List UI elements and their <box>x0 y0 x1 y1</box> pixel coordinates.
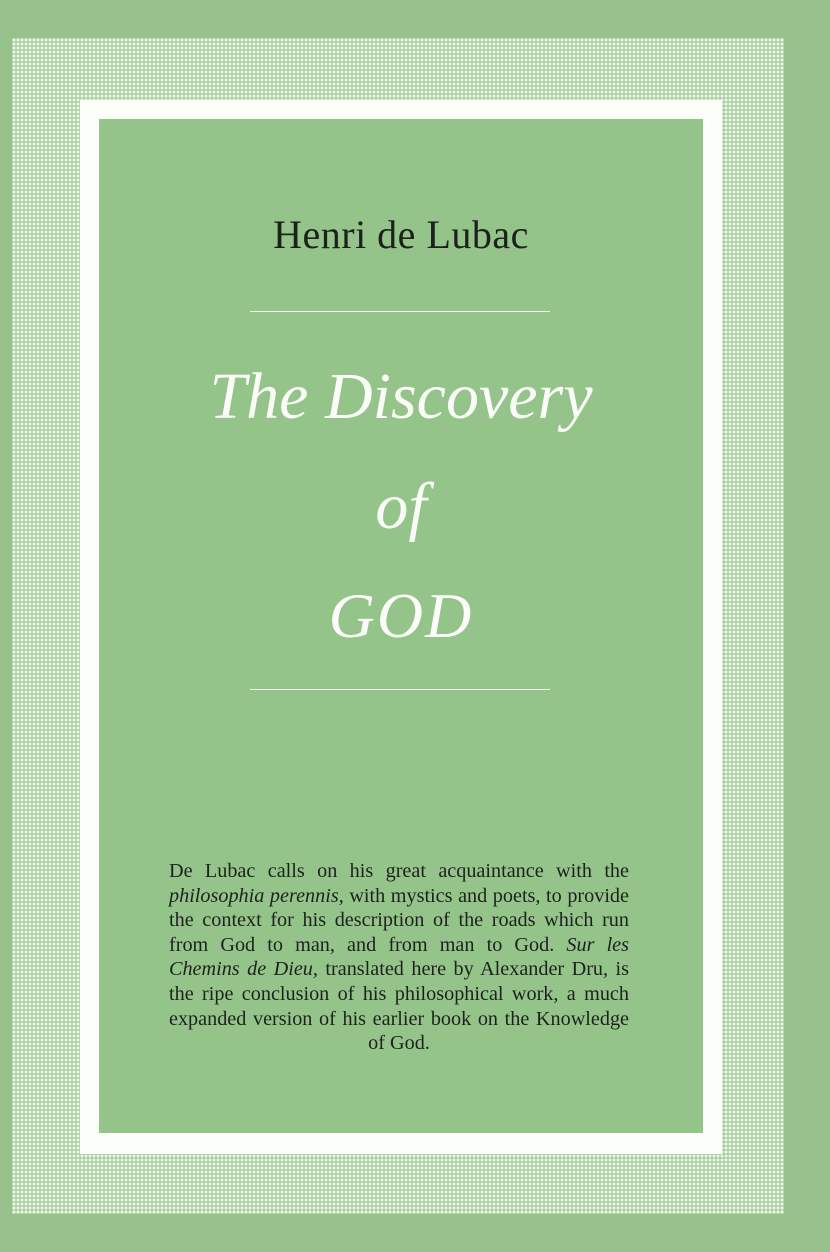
author-name: Henri de Lubac <box>273 212 529 257</box>
blurb-italic-chemins: Sur les Chemins de Dieu, <box>169 933 629 981</box>
blurb-part-3: with mystics and poets, to provide the context for his description of the roads which run from God to man, and from man to God. <box>169 884 629 956</box>
title-line-1: The Discovery <box>209 360 593 433</box>
blurb-part-5: translated here by Alexander Dru, is the ripe conclusion of his philosophical work, a much expanded version of his earlier book on the Knowledge of God. <box>169 958 629 1055</box>
green-panel <box>99 119 703 1133</box>
title-line-3: GOD <box>328 580 474 651</box>
blurb-part-1: De Lubac calls on his great acquaintance with the <box>169 860 629 882</box>
bottom-divider <box>250 689 550 690</box>
blurb-text <box>169 859 629 1056</box>
title-line-2: of <box>375 470 427 543</box>
top-divider <box>250 311 550 312</box>
blurb-italic-philosophia: philosophia perennis, <box>169 884 344 907</box>
